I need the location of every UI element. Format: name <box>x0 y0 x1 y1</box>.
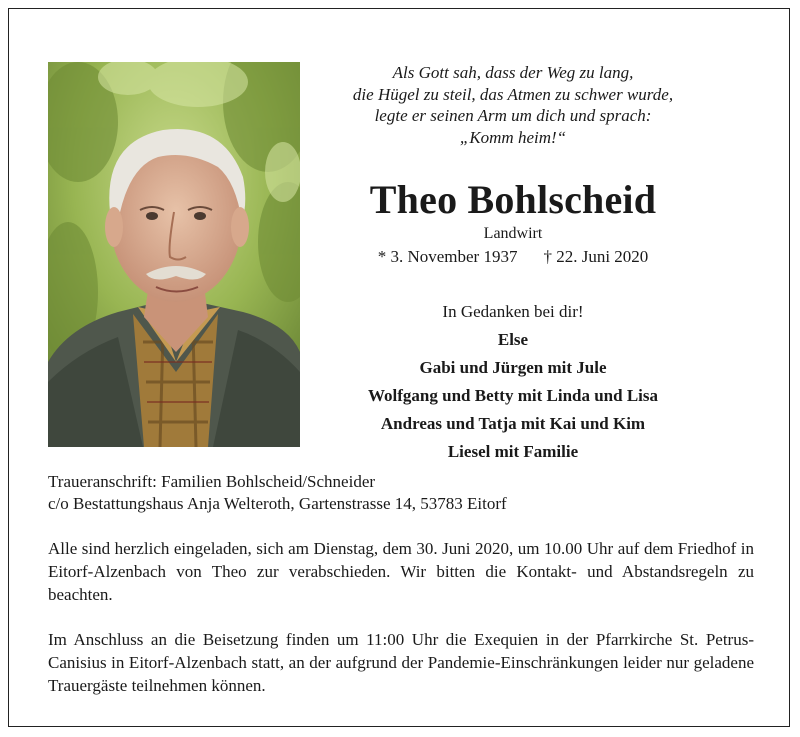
mourners-list <box>318 298 708 466</box>
mourners-intro: In Gedanken bei dir! <box>442 302 584 321</box>
mourner-name: Gabi und Jürgen mit Jule <box>419 358 607 377</box>
mourner-name: Wolfgang und Betty mit Linda und Lisa <box>367 386 659 405</box>
birth-date: * 3. November 1937 <box>377 247 518 266</box>
deceased-occupation: Landwirt <box>483 225 543 242</box>
address-line: c/o Bestattungshaus Anja Welteroth, Gartenstrasse 14, 53783 Eitorf <box>48 494 507 513</box>
mourner-name: Andreas und Tatja mit Kai und Kim <box>380 414 646 433</box>
life-dates <box>318 246 708 268</box>
mourner-name: Liesel mit Familie <box>447 442 579 461</box>
funeral-paragraph: Alle sind herzlich eingeladen, sich am Dienstag, dem 30. Juni 2020, um 10.00 Uhr auf dem Friedhof in Eitorf-Alzenbach von Theo zur verabschieden. Wir bitten die Kontakt- und Abstandsregeln zu beachten. <box>48 539 754 604</box>
poem-line: legte er seinen Arm um dich und sprach: <box>374 106 652 125</box>
poem-line: „Komm heim!“ <box>459 127 567 147</box>
exequien-paragraph: Im Anschluss an die Beisetzung finden um 11:00 Uhr die Exequien in der Pfarrkirche St. Petrus-Canisius in Eitorf-Alzenbach statt, an der aufgrund der Pandemie-Einschränkungen leider nur geladene Trauergäste teilnehmen können. <box>48 630 754 695</box>
mourning-address <box>48 471 758 515</box>
poem-line: Als Gott sah, dass der Weg zu lang, <box>392 63 634 82</box>
death-date: † 22. Juni 2020 <box>543 247 649 266</box>
mourner-name: Else <box>497 330 529 349</box>
portrait-photo <box>48 62 300 447</box>
poem <box>318 62 708 148</box>
poem-line: die Hügel zu steil, das Atmen zu schwer wurde, <box>352 84 674 104</box>
deceased-name: Theo Bohlscheid <box>369 177 657 222</box>
address-line: Traueranschrift: Familien Bohlscheid/Schneider <box>48 472 376 491</box>
